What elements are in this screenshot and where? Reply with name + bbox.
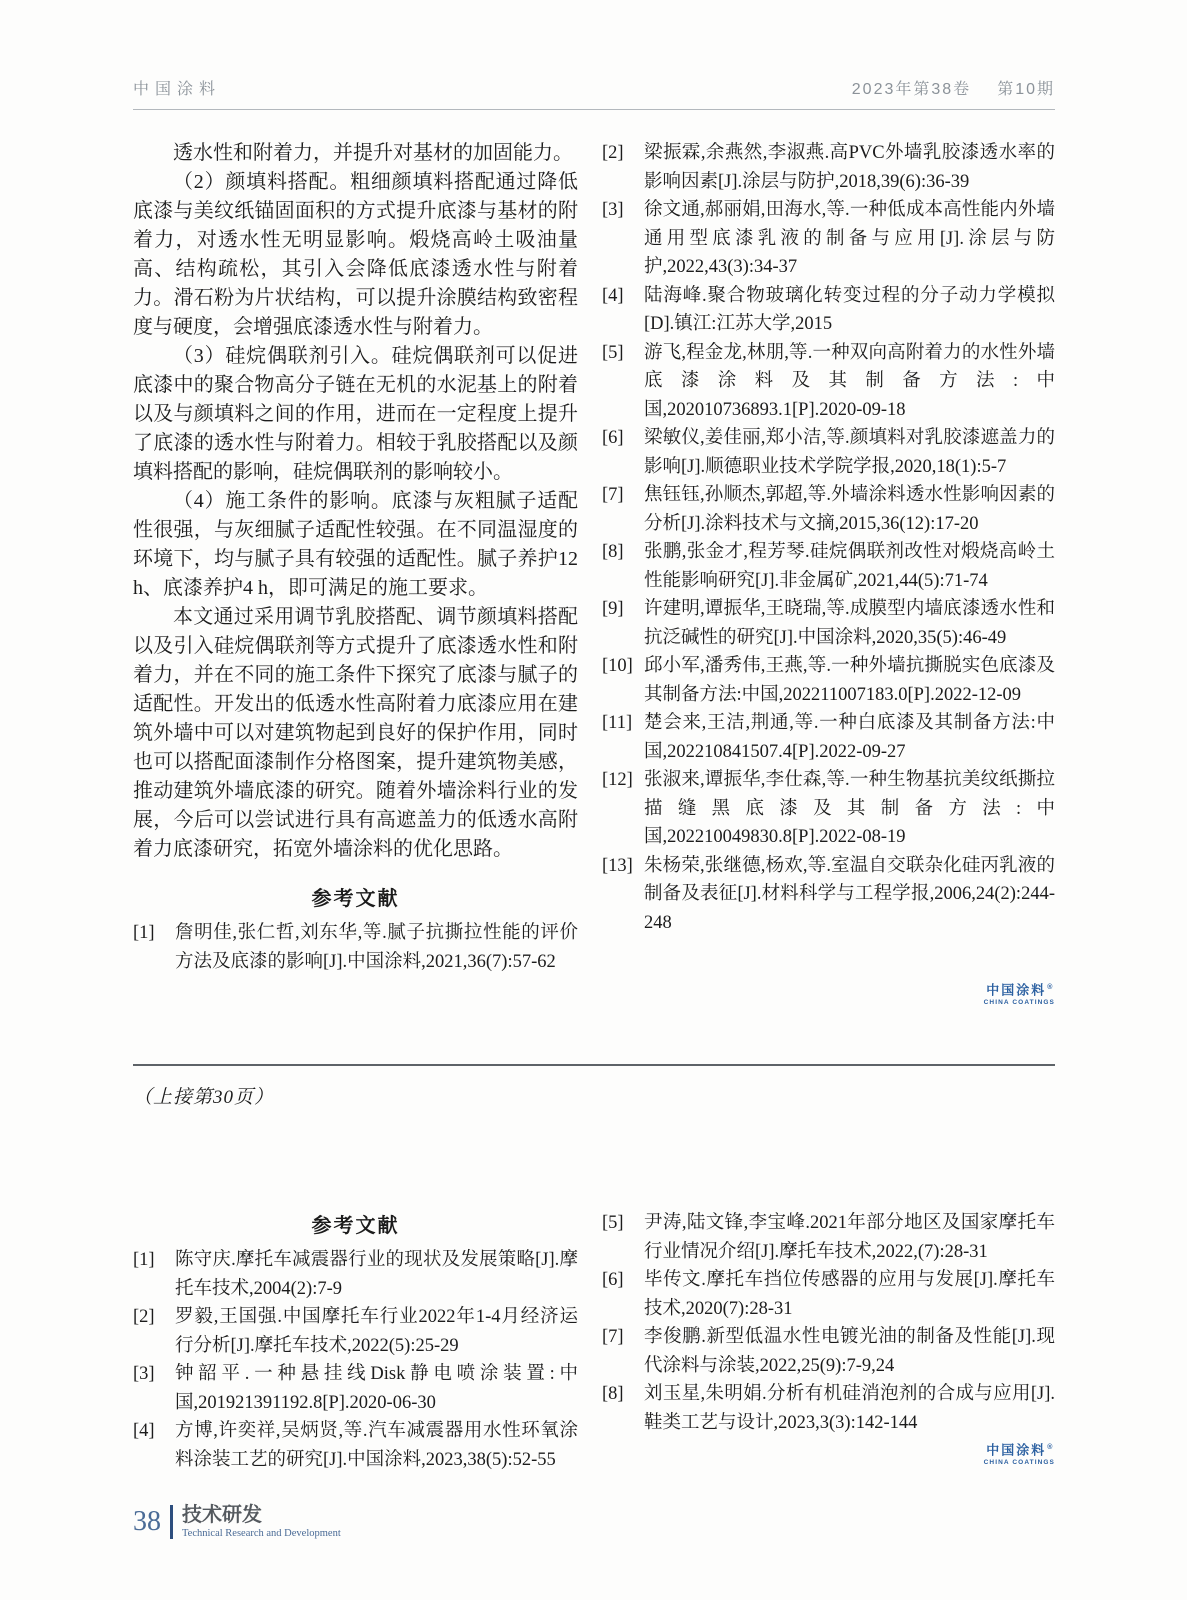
reference-text: 张鹏,张金才,程芳琴.硅烷偶联剂改性对煅烧高岭土性能影响研究[J].非金属矿,2021,44(5):71-74 [644,542,1055,591]
reference-label: [1] [133,1250,155,1270]
reference-item [602,1209,1055,1266]
reference-text: 罗毅,王国强.中国摩托车行业2022年1-4月经济运行分析[J].摩托车技术,2022(5):25-29 [175,1307,578,1356]
page-header [133,0,1055,110]
reference-text: 徐文通,郝丽娟,田海水,等.一种低成本高性能内外墙通用型底漆乳液的制备与应用[J].涂层与防护,2022,43(3):34-37 [644,200,1055,277]
article-body-paragraphs [133,139,578,864]
reference-list-left [133,919,578,976]
reference-text: 朱杨荣,张继德,杨欢,等.室温自交联杂化硅丙乳液的制备及表征[J].材料科学与工程学报,2006,24(2):244-248 [644,855,1055,933]
continuation-references-title: 参考文献 [311,1215,400,1237]
reference-label: [2] [133,1307,155,1327]
reference-item [602,196,1055,282]
logo-registered-mark: ® [1047,984,1053,991]
reference-item [602,424,1055,481]
reference-label: [9] [602,599,624,619]
reference-label: [12] [602,770,633,790]
reference-item [602,1323,1055,1380]
reference-text: 许建明,谭振华,王晓瑞,等.成膜型内墙底漆透水性和抗泛碱性的研究[J].中国涂料,2020,35(5):46-49 [644,599,1055,648]
reference-text: 钟韶平.一种悬挂线Disk静电喷涂装置:中国,201921391192.8[P].2020-06-30 [175,1364,578,1413]
footer-divider-bar [170,1505,173,1539]
reference-label: [3] [133,1364,155,1384]
reference-label: [10] [602,656,633,676]
article-right-column [602,139,1055,1064]
reference-label: [8] [602,1384,624,1404]
reference-item [602,1380,1055,1437]
references-title: 参考文献 [311,888,400,910]
china-coatings-logo [984,1441,1055,1466]
reference-text: 毕传文.摩托车挡位传感器的应用与发展[J].摩托车技术,2020(7):28-31 [644,1270,1055,1319]
footer-section-title-en: Technical Research and Development [182,1528,341,1539]
reference-text: 尹涛,陆文锋,李宝峰.2021年部分地区及国家摩托车行业情况介绍[J].摩托车技术,2022,(7):28-31 [644,1213,1055,1262]
reference-item [602,538,1055,595]
page-footer [133,1505,1055,1539]
continuation-reference-list-left [133,1246,578,1474]
paragraph: （3）硅烷偶联剂引入。硅烷偶联剂可以促进底漆中的聚合物高分子链在无机的水泥基上的附着以及与颜填料之间的作用，进而在一定程度上提升了底漆的透水性与附着力。相较于乳胶搭配以及颜填料搭配的影响，硅烷偶联剂的影响较小。 [133,345,578,483]
china-coatings-logo [984,981,1055,1006]
reference-item [602,1266,1055,1323]
logo-text: 中国涂料 [986,1442,1047,1458]
article-top-section [133,139,1055,1064]
paragraph: （4）施工条件的影响。底漆与灰粗腻子适配性很强，与灰细腻子适配性较强。在不同温湿度的环境下，均与腻子具有较强的适配性。腻子养护12 h、底漆养护4 h，即可满足的施工要求。 [133,490,578,599]
section-divider-line [133,1064,1055,1066]
logo-text: 中国涂料 [986,982,1047,998]
reference-label: [1] [133,923,155,943]
reference-item [133,1246,578,1303]
reference-text: 张淑来,谭振华,李仕森,等.一种生物基抗美纹纸撕拉描缝黑底漆及其制备方法:中国,202210049830.8[P].2022-08-19 [644,770,1055,847]
reference-item [602,481,1055,538]
reference-label: [2] [602,143,624,163]
reference-item [602,282,1055,339]
reference-item [602,852,1055,938]
continuation-reference-list-right [602,1209,1055,1437]
reference-item [602,339,1055,425]
reference-item [133,1417,578,1474]
page-number: 38 [133,1506,161,1537]
reference-item [133,1303,578,1360]
paragraph: 透水性和附着力，并提升对基材的加固能力。 [173,142,573,164]
article-left-column [133,139,578,1064]
journal-name: 中国涂料 [133,81,222,98]
reference-item [602,139,1055,196]
reference-label: [11] [602,713,633,733]
reference-text: 詹明佳,张仁哲,刘东华,等.腻子抗撕拉性能的评价方法及底漆的影响[J].中国涂料,2021,36(7):57-62 [175,923,578,972]
volume-issue [852,76,1055,99]
continuation-references-section [133,1209,1055,1491]
reference-label: [6] [602,428,624,448]
reference-label: [4] [602,285,624,306]
continuation-right-column [602,1209,1055,1491]
reference-text: 梁敏仪,姜佳丽,郑小洁,等.颜填料对乳胶漆遮盖力的影响[J].顺德职业技术学院学报,2020,18(1):5-7 [644,428,1055,477]
reference-text: 梁振霖,余燕然,李淑燕.高PVC外墙乳胶漆透水率的影响因素[J].涂层与防护,2018,39(6):36-39 [644,143,1055,192]
reference-label: [5] [602,1213,624,1233]
footer-section-name [182,1505,341,1539]
reference-text: 游飞,程金龙,林朋,等.一种双向高附着力的水性外墙底漆涂料及其制备方法:中国,202010736893.1[P].2020-09-18 [644,342,1055,420]
issue-label: 第10期 [997,81,1055,98]
paragraph: （2）颜填料搭配。粗细颜填料搭配通过降低底漆与美纹纸锚固面积的方式提升底漆与基材的附着力，对透水性无明显影响。煅烧高岭土吸油量高、结构疏松，其引入会降低底漆透水性与附着力。滑石粉为片状结构，可以提升涂膜结构致密程度与硬度，会增强底漆透水性与附着力。 [133,171,578,338]
reference-text: 楚会来,王洁,荆通,等.一种白底漆及其制备方法:中国,202210841507.4[P].2022-09-27 [644,713,1055,762]
paragraph: 本文通过采用调节乳胶搭配、调节颜填料搭配以及引入硅烷偶联剂等方式提升了底漆透水性和附着力，并在不同的施工条件下探究了底漆与腻子的适配性。开发出的低透水性高附着力底漆应用在建筑外墙中可以对建筑物起到良好的保护作用，同时也可以搭配面漆制作分格图案，提升建筑物美感，推动建筑外墙底漆的研究。随着外墙涂料行业的发展，今后可以尝试进行具有高遮盖力的低透水高附着力底漆研究，拓宽外墙涂料的优化思路。 [133,606,578,860]
reference-text: 陆海峰.聚合物玻璃化转变过程的分子动力学模拟[D].镇江:江苏大学,2015 [644,285,1055,334]
reference-label: [7] [602,1327,624,1347]
logo-subtext: CHINA COATINGS [983,1459,1055,1467]
reference-label: [4] [133,1421,155,1441]
volume-label: 2023年第38卷 [851,81,972,98]
logo-registered-mark: ® [1047,1444,1053,1451]
reference-text: 焦钰钰,孙顺杰,郭超,等.外墙涂料透水性影响因素的分析[J].涂料技术与文摘,2015,36(12):17-20 [644,485,1055,534]
reference-item [133,1360,578,1417]
reference-label: [13] [602,855,633,876]
reference-text: 李俊鹏.新型低温水性电镀光油的制备及性能[J].现代涂料与涂装,2022,25(9):7-9,24 [644,1327,1055,1376]
reference-text: 刘玉星,朱明娟.分析有机硅消泡剂的合成与应用[J].鞋类工艺与设计,2023,3(3):142-144 [644,1384,1055,1433]
reference-item [602,595,1055,652]
reference-text: 邱小军,潘秀伟,王燕,等.一种外墙抗撕脱实色底漆及其制备方法:中国,202211007183.0[P].2022-12-09 [644,656,1055,705]
reference-item [133,919,578,976]
logo-wordmark [984,981,1055,997]
reference-label: [6] [602,1270,624,1290]
continuation-left-column [133,1209,578,1491]
logo-subtext: CHINA COATINGS [983,999,1055,1007]
reference-text: 陈守庆.摩托车减震器行业的现状及发展策略[J].摩托车技术,2004(2):7-9 [175,1250,578,1299]
reference-item [602,652,1055,709]
reference-item [602,709,1055,766]
logo-wordmark [984,1441,1055,1457]
reference-label: [5] [602,342,624,363]
reference-label: [3] [602,200,624,220]
reference-list-right [602,139,1055,937]
reference-item [602,766,1055,852]
footer-section-title-cn: 技术研发 [182,1504,262,1526]
reference-text: 方博,许奕祥,吴炳贤,等.汽车减震器用水性环氧涂料涂装工艺的研究[J].中国涂料,2023,38(5):52-55 [175,1421,578,1470]
continuation-note: （上接第30页） [133,1087,275,1108]
reference-label: [7] [602,485,624,505]
reference-label: [8] [602,542,624,562]
